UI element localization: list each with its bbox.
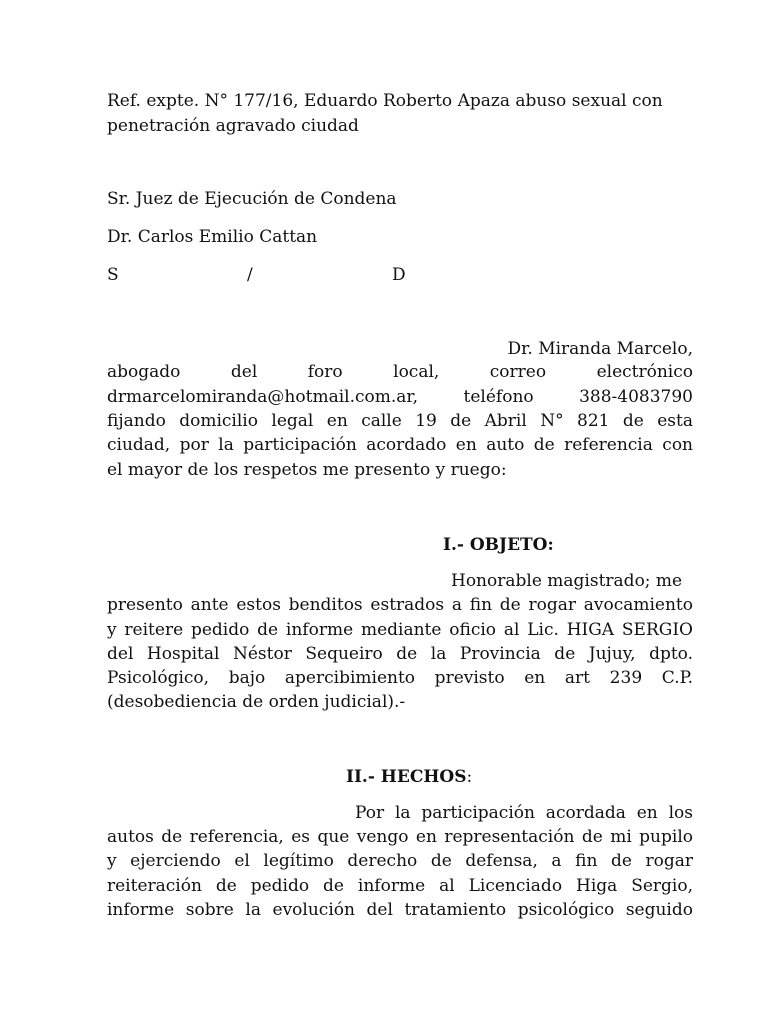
- objeto-line-2: presento ante estos benditos estrados a fin de rogar avocamiento: [107, 595, 693, 615]
- intro-line-1: Dr. Miranda Marcelo,: [507, 339, 693, 359]
- judge-name: Dr. Carlos Emilio Cattan: [107, 227, 318, 247]
- hechos-line-5: informe sobre la evolución del tratamiento psicológico seguido: [107, 900, 693, 920]
- reference-line-2: penetración agravado ciudad: [107, 116, 359, 136]
- hechos-heading-colon: :: [466, 767, 473, 787]
- intro-line-5: ciudad, por la participación acordado en auto de referencia con: [107, 435, 693, 455]
- objeto-line-6: (desobediencia de orden judicial).-: [107, 692, 406, 712]
- objeto-line-3: y reitere pedido de informe mediante oficio al Lic. HIGA SERGIO: [107, 620, 693, 640]
- intro-line-2: abogado del foro local, correo electrónico: [107, 362, 693, 382]
- salutation-d: D: [392, 265, 406, 285]
- hechos-line-1: Por la participación acordada en los: [355, 803, 693, 823]
- hechos-line-3: y ejerciendo el legítimo derecho de defensa, a fin de rogar: [107, 851, 693, 871]
- reference-line-1: Ref. expte. N° 177/16, Eduardo Roberto Apaza abuso sexual con: [107, 91, 663, 111]
- section-heading-objeto: I.- OBJETO:: [443, 535, 554, 555]
- objeto-line-5: Psicológico, bajo apercibimiento previsto en art 239 C.P.: [107, 668, 693, 688]
- salutation-slash: /: [247, 265, 253, 285]
- judge-title: Sr. Juez de Ejecución de Condena: [107, 189, 397, 209]
- objeto-line-1: Honorable magistrado; me: [451, 571, 683, 591]
- salutation-s: S: [107, 265, 119, 285]
- section-heading-hechos: [346, 766, 472, 788]
- hechos-heading-text: II.- HECHOS: [346, 767, 467, 787]
- objeto-line-4: del Hospital Néstor Sequeiro de la Provincia de Jujuy, dpto.: [107, 644, 693, 664]
- hechos-line-2: autos de referencia, es que vengo en representación de mi pupilo: [107, 827, 693, 847]
- intro-line-6: el mayor de los respetos me presento y ruego:: [107, 460, 507, 480]
- intro-line-4: fijando domicilio legal en calle 19 de Abril N° 821 de esta: [107, 411, 693, 431]
- hechos-line-4: reiteración de pedido de informe al Licenciado Higa Sergio,: [107, 876, 693, 896]
- intro-line-3: drmarcelomiranda@hotmail.com.ar, teléfono 388-4083790: [107, 387, 693, 407]
